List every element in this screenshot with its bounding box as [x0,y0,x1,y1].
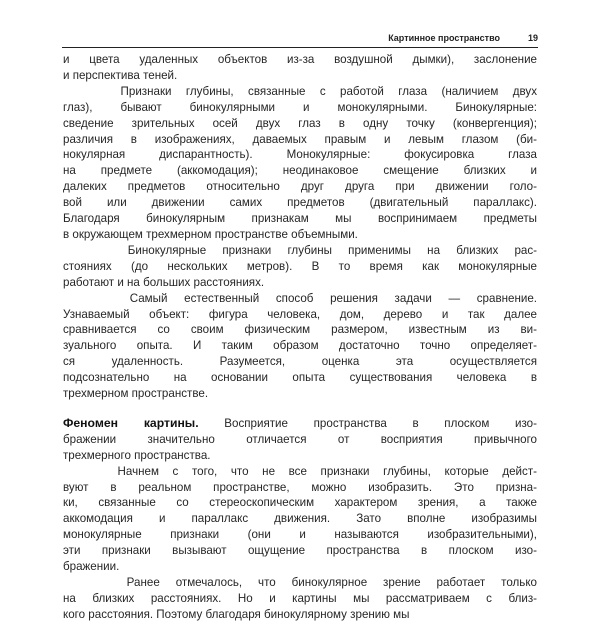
paragraph [63,575,537,623]
running-title: Картинное пространство [388,33,500,43]
paragraph [63,243,537,291]
text-line: монокулярные признаки (они и называются изобразительными), [63,528,537,542]
text-line: ки, связанные со стереоскопическим характером зрения, а также [63,496,537,510]
paragraph [63,464,537,575]
page-body [63,52,537,623]
paragraph [63,291,537,402]
text-line: Признаки глубины, связанные с работой глаза (наличием двух [63,84,537,98]
text-line: различия в изображениях, даваемых правым и левым глазом (би- [63,132,537,146]
text-line: Бинокулярные признаки глубины применимы на близких рас- [63,243,537,257]
text-line: Узнаваемый объект: фигура человека, дом, дерево и так далее [63,307,537,321]
paragraph [63,416,537,464]
text-line: ся удаленность. Разумеется, оценка эта осуществляется [63,355,537,369]
text-line: и цвета удаленных объектов из-за воздушной дымки), заслонение [63,53,537,66]
text-line: в окружающем трехмерном пространстве объемными. [63,227,358,241]
text-line: на предмете (аккомодация); неодинаковое смещение близких и [63,164,537,178]
text-line: сравнивается со своим физическим размером, известным из ви- [63,323,537,337]
text-line: вой или движении самих предметов (двигательный параллакс). [63,196,537,210]
text-line: эти признаки вызывают ощущение пространства в плоском изо- [63,544,537,558]
page-number: 19 [527,33,538,43]
text-line: Ранее отмечалось, что бинокулярное зрение работает только [63,576,537,589]
text-line: стояниях (до нескольких метров). В то время как монокулярные [63,259,537,273]
text-line: глаз), бывают бинокулярными и монокулярными. Бинокулярные: [63,100,537,114]
text-line: бражении значительно отличается от восприятия привычного [63,432,537,446]
text-line: Благодаря бинокулярным признакам мы воспринимаем предметы [63,212,537,226]
text-line: подсознательно на основании опыта существования человека в [63,371,537,385]
text-line: далеких предметов относительно друг друга при движении голо- [63,180,537,194]
paragraph [63,84,537,243]
text-line: Самый естественный способ решения задачи — сравнение. [63,291,537,305]
text-line: сведение зрительных осей двух глаз в одну точку (конвергенция); [63,116,537,130]
text-line: вуют в реальном пространстве, можно изобразить. Это призна- [63,480,537,494]
text-line: нокулярная диспарантность). Монокулярные: фокусировка глаза [63,148,537,162]
text-line: Начнем с того, что не все признаки глубины, которые дейст- [63,464,537,478]
paragraph [63,52,537,84]
text-line: трехмерном пространстве. [63,387,209,401]
section-run-in-heading: Феномен картины. [63,415,199,430]
text-line: зуального опыта. И таким образом достаточно точно определяет- [63,339,537,353]
text-line: трехмерного пространства. [63,448,211,462]
text-line: бражении. [63,560,120,574]
text-line-content: Восприятие пространства в плоском изо- [198,416,537,430]
text-line [63,416,537,432]
text-line: на близких расстояниях. Но и картины мы рассматриваем с близ- [63,591,537,605]
text-line: работают и на больших расстояниях. [63,275,265,289]
running-header [62,33,538,48]
text-line: аккомодация и параллакс движения. Зато вполне изобразимы [63,512,537,526]
text-line: и перспектива теней. [63,68,178,82]
text-line: кого расстояния. Поэтому благодаря бинокулярному зрению мы [63,607,410,621]
